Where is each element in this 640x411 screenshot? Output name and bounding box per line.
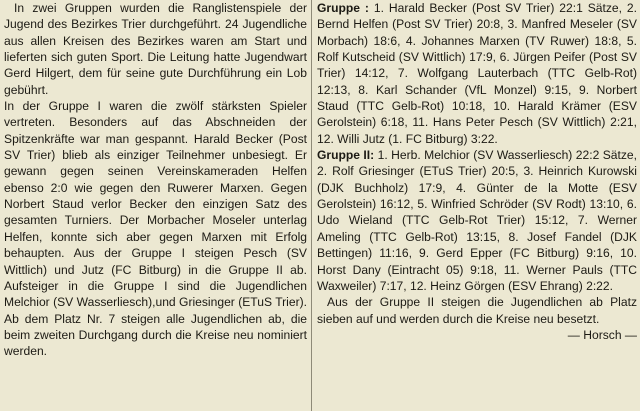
group-one-standings: 1. Harald Becker (Post SV Trier) 22:1 Sätze, 2. Bernd Helfen (Post SV Trier) 20:8, 3. Manfred Meseler (SV Morbach) 18:6, 4. Johannes Marxen (TV Ruwer) 18:8, 5. Rolf Kutscheid (SV Wittlich) 17:9, 6. Jürgen Peifer (Post SV Trier) 14:12, 7. Wolfgang Lauterbach (TTC Gelb-Rot) 12:13, 8. Karl Schander (VfL Monzel) 9:15, 9. Norbert Staud (TTC Gelb-Rot) 10:18, 10. Harald Krämer (ESV Gerolstein) 6:18, 11. Hans Peter Pesch (SV Wittlich) 2:21, 12. Willi Jutz (1. FC Bitburg) 3:22. [317,1,638,146]
group-one-report-paragraph: In der Gruppe I waren die zwölf stärksten Spieler vertreten. Besonders auf das Abschneiden der Spitzenkräfte war man gespannt. Harald Becker (Post SV Trier) blieb als einziger Teilnehmer unbesiegt. Er gewann gegen seinen Vereinskameraden Helfen ebenso 2:0 wie gegen den Ruwerer Marxen. Gegen Norbert Staud verlor Becker den einzigen Satz des gesamten Turniers. Der Morbacher Moseler unterlag Helfen, konnte sich aber gegen Marxen mit Erfolg behaupten. Aus der Gruppe I steigen Pesch (SV Wittlich) und Jutz (FC Bitburg) in die Gruppe II ab. Aufsteiger in die Gruppe I sind die Jugendlichen Melchior (SV Wasserliesch),und Griesinger (ETuS Trier). Ab dem Platz Nr. 7 steigen alle Jugendlichen ab, die beim zweiten Durchgang durch die Kreise neu nominiert werden. [4,99,307,359]
closing-text: Aus der Gruppe II steigen die Jugendlichen ab Platz sieben auf und werden durch die Kreise neu besetzt. [317,295,637,326]
group-two-results [317,147,637,294]
right-column [317,0,637,343]
group-two-standings: 1. Herb. Melchior (SV Wasserliesch) 22:2 Sätze, 2. Rolf Griesinger (ETuS Trier) 20:5, 3. Heinrich Kurowski (DJK Buchholz) 17:9, 4. Günter de la Motte (ESV Gerolstein) 16:12, 5. Winfried Schröder (SV Rodt) 13:10, 6. Udo Wieland (TTC Gelb-Rot Trier) 15:12, 7. Werner Ameling (TTC Gelb-Rot) 13:15, 8. Josef Fandel (DJK Bettingen) 11:16, 9. Gerd Epper (FC Bitburg) 9:16, 10. Horst Dany (Eintracht 05) 9:18, 11. Werner Pauls (TTC Waxweiler) 7:17, 12. Heinz Görgen (ESV Ehrang) 2:22. [317,148,638,293]
column-divider [311,0,312,411]
group-one-heading: Gruppe : [317,1,369,15]
group-one-results [317,0,637,147]
closing-paragraph [317,294,637,342]
author-signature: — Horsch — [567,327,637,342]
intro-paragraph: In zwei Gruppen wurden die Ranglistenspiele der Jugend des Bezirkes Trier durchgeführt. 24 Jugendliche aus allen Kreisen des Bezirkes waren am Start und lieferten sich guten Sport. Die Leitung hatte Jugendwart Gerd Hilgert, dem für seine gute Durchführung ein Lob gebührt. [4,1,307,97]
left-column [4,0,307,360]
group-two-heading: Gruppe II: [317,148,375,163]
